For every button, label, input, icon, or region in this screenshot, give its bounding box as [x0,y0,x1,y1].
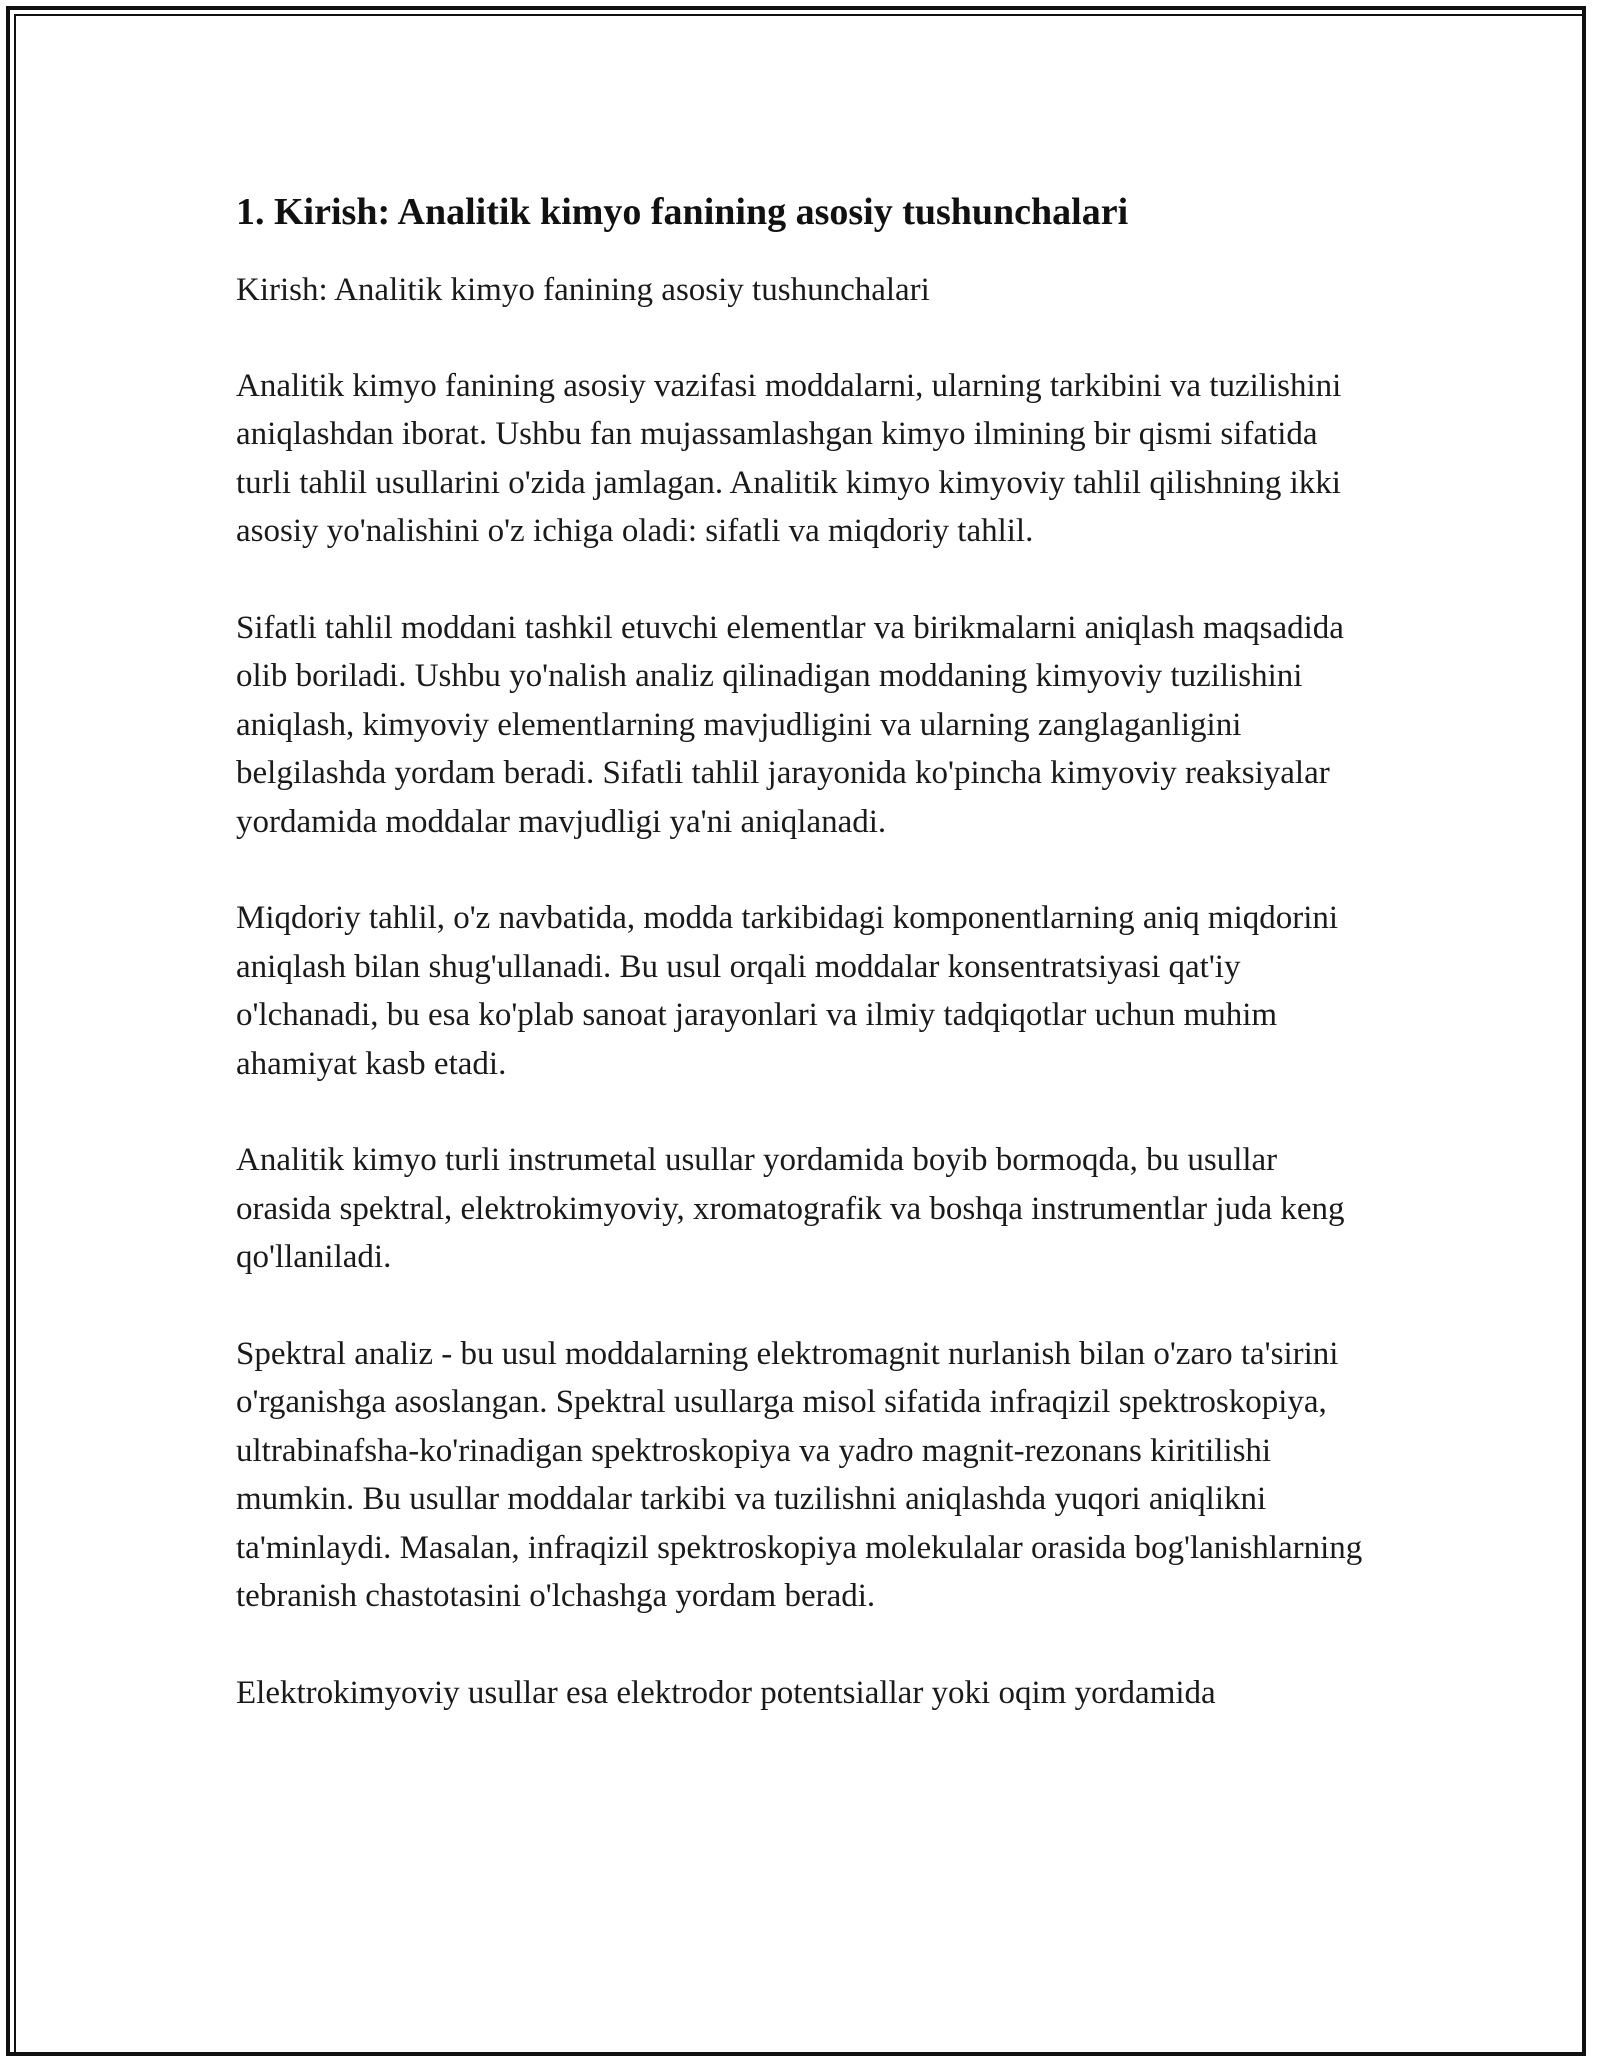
paragraph-5: Spektral analiz - bu usul moddalarning elektromagnit nurlanish bilan o'zaro ta'sirini o'rganishga asoslangan. Spektral usullarga misol sifatida infraqizil spektroskopiya, ultrabinafsha-ko'rinadigan spektroskopiya va yadro magnit-rezonans kiritilishi mumkin. Bu usullar moddalar tarkibi va tuzilishni aniqlashda yuqori aniqlikni ta'minlaydi. Masalan, infraqizil spektroskopiya molekulalar orasida bog'lanishlarning tebranish chastotasini o'lchashga yordam beradi. [236,1335,1363,1615]
section-subtitle: Kirish: Analitik kimyo fanining asosiy tushunchalari [236,271,930,308]
paragraph-4: Analitik kimyo turli instrumetal usullar yordamida boyib bormoqda, bu usullar orasida spektral, elektrokimyoviy, xromatografik va boshqa instrumentlar juda keng qo'llaniladi. [236,1142,1345,1276]
paragraph-6: Elektrokimyoviy usullar esa elektrodor potentsiallar yoki oqim yordamida [236,1674,1216,1711]
paragraph-3: Miqdoriy tahlil, o'z navbatida, modda tarkibidagi komponentlarning aniq miqdorini aniqlash bilan shug'ullanadi. Bu usul orqali moddalar konsentratsiyasi qat'iy o'lchanadi, bu esa ko'plab sanoat jarayonlari va ilmiy tadqiqotlar uchun muhim ahamiyat kasb etadi. [236,900,1339,1082]
document-body [236,180,1366,1765]
paragraph-2: Sifatli tahlil moddani tashkil etuvchi elementlar va birikmalarni aniqlash maqsadida olib boriladi. Ushbu yo'nalish analiz qilinadigan moddaning kimyoviy tuzilishini aniqlash, kimyoviy elementlarning mavjudligini va ularning zanglaganligini belgilashda yordam beradi. Sifatli tahlil jarayonida ko'pincha kimyoviy reaksiyalar yordamida moddalar mavjudligi ya'ni aniqlanadi. [236,609,1344,840]
section-heading: 1. Kirish: Analitik kimyo fanining asosiy tushunchalari [236,191,1129,233]
paragraph-1: Analitik kimyo fanining asosiy vazifasi moddalarni, ularning tarkibini va tuzilishini aniqlashdan iborat. Ushbu fan mujassamlashgan kimyo ilmining bir qismi sifatida turli tahlil usullarini o'zida jamlagan. Analitik kimyo kimyoviy tahlil qilishning ikki asosiy yo'nalishini o'z ichiga oladi: sifatli va miqdoriy tahlil. [236,367,1342,550]
